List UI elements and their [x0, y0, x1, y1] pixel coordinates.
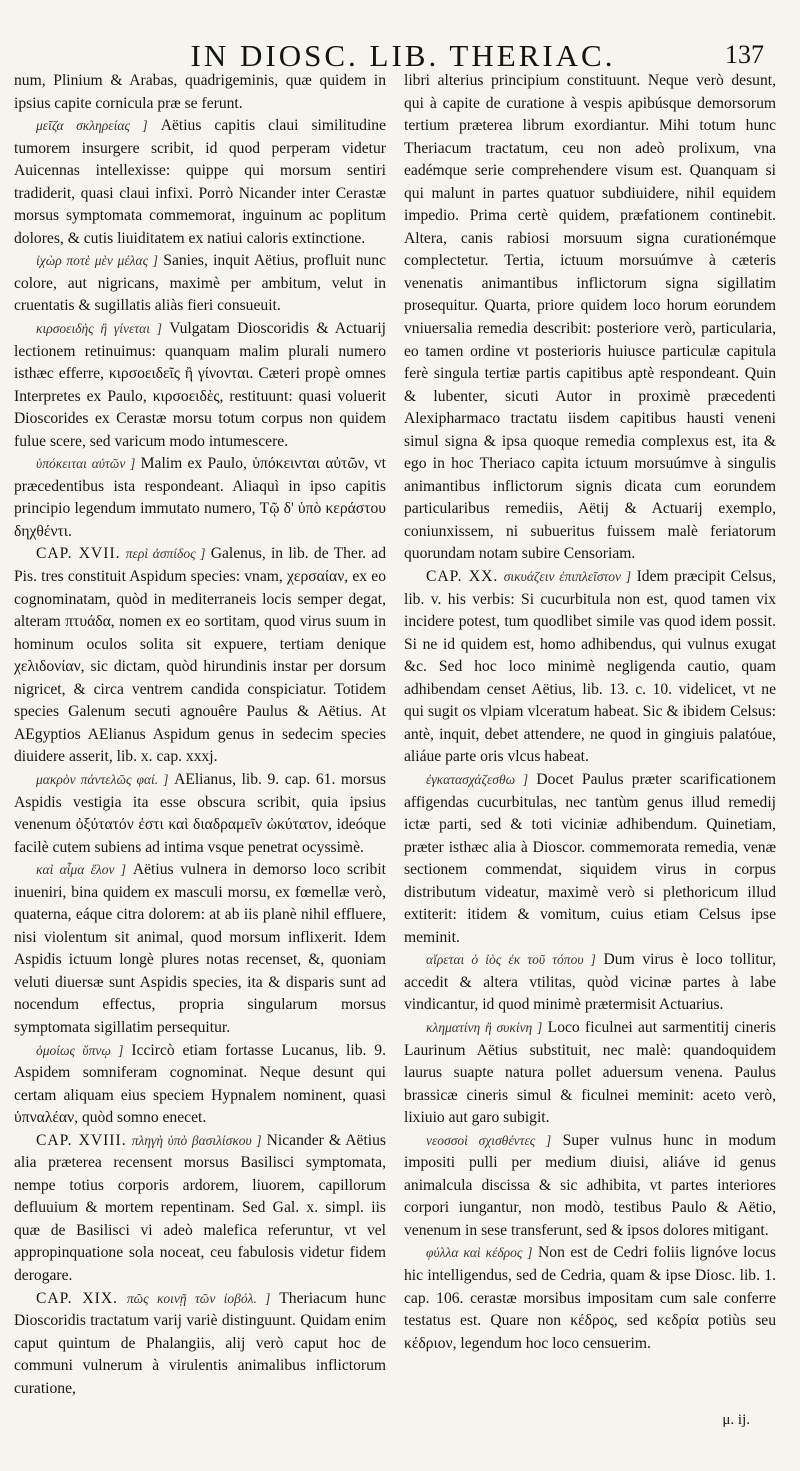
- paragraph-text: Vulgatam Dioscoridis & Actuarij lectionem retinuimus: quanquam malim plurali numero isthæc efferre, κιρσοειδεῖς ἢ γίνονται. Cæteri propè omnes Interpretes ex Paulo, κιρσοειδὲς, restituunt: quasi voluerit Dioscorides ex Cerastæ morsu totum corpus non quidem fulue scere, sed varicum modo intumescere.: [14, 320, 386, 450]
- paragraph: [14, 115, 386, 250]
- paragraph-text: Malim ex Paulo, ὑπόκεινται αὐτῶν, vt præcedentibus ista respondeant. Aliaquì in ipso capitis principio legendum immutato numero, Τῷ δ' ὑπὸ κεράστου δηχθέντι.: [14, 455, 386, 540]
- paragraph: [14, 250, 386, 318]
- paragraph-text: AElianus, lib. 9. cap. 61. morsus Aspidis vestigia ita esse obscura scribit, quia ipsius venenum ὀξύτατόν ἐστι καὶ διαδραμεῖν ὠκύτατον, ideóque facilè cutem subiens ad intima vsque penetrat ocyssimè.: [14, 770, 386, 856]
- greek-lemma: πῶς κοινῇ τῶν ἰοβόλ. ]: [126, 1290, 271, 1306]
- greek-lemma: σικυάζειν ἐπιπλεῖστον ]: [503, 569, 632, 585]
- paragraph-text: Nicander & Aëtius alia præterea recensent morsus Basilisci symptomata, nempe totius corporis ardorem, liuorem, capillorum defluuium & mortem repentinam. Sed Gal. x. simpl. iis quæ de Basilisci vi adeò malefica referuntur, vt vel appropinquatione sola noceat, ceu fabulosis videtur fidem derogare.: [14, 1131, 386, 1284]
- greek-lemma: ἰχὼρ ποτὲ μὲν μέλας ]: [36, 253, 159, 269]
- greek-lemma: νεοσσοὶ σχισθέντες ]: [426, 1132, 552, 1148]
- right-column: [404, 70, 776, 1400]
- paragraph: [404, 70, 776, 566]
- paragraph: [14, 859, 386, 1039]
- paragraph: [14, 453, 386, 543]
- greek-lemma: καὶ αἷμα ἔλον ]: [36, 862, 127, 878]
- running-head: IN DIOSC. LIB. THERIAC.: [190, 38, 616, 73]
- chapter-heading: CAP. XIX.: [36, 1289, 118, 1307]
- catchword: μ. ij.: [722, 1412, 750, 1428]
- paragraph: [404, 1017, 776, 1130]
- chapter-heading: CAP. XVII.: [36, 545, 121, 563]
- paragraph: [404, 949, 776, 1017]
- paragraph-text: Theriacum hunc Dioscoridis tractatum varij variè distinguunt. Quidam enim caput quintum de Phalangiis, alij verò caput hoc de communi vulnerum à virulentis animalibus inflictorum curatione,: [14, 1289, 386, 1397]
- chapter-heading: CAP. XX.: [426, 568, 499, 586]
- paragraph-text: Non est de Cedri foliis lignóve locus hic intelligendus, sed de Cedria, quam & ipse Diosc. lib. 1. cap. 106. cerastæ morsibus impositam cum sale conferre testatus est. Quare non κέδρος, sed κεδρία potiùs seu κέδριον, legendum hoc loco censuerim.: [404, 1244, 776, 1352]
- paragraph-text: Dum virus è loco tollitur, accedit & altera vtilitas, quòd vicinæ partes à labe vindicantur, id quod minimè prætermisit Actuarius.: [404, 951, 776, 1014]
- paragraph: [14, 1288, 386, 1401]
- paragraph-text: Idem præcipit Celsus, lib. v. his verbis: Si cucurbitula non est, quod tamen vix incidere potest, tum quodlibet simile vas quod idem possit. Si ne id quidem est, homo adhibendus, qui vulnus exugat &c. Sed hoc loco minimè negligenda cautio, quam adhibendam censet Aëtius, lib. 13. c. 10. videlicet, vt ne qui sugit os vlpiam vlceratum habeat. Sic & ibidem Celsus: antè, inquit, debet attendere, ne quod in gingiuis palatóue, aliáue parte oris vlcus habeat.: [404, 568, 776, 766]
- greek-lemma: κιρσοειδὴς ἢ γίνεται ]: [36, 321, 162, 337]
- greek-lemma: ὑπόκειται αὐτῶν ]: [36, 456, 136, 472]
- paragraph-text: Aëtius capitis claui similitudine tumorem insurgere scribit, id quod perperam videtur Auicennas intellexisse: quippe qui morsum sentiri tradiderit, quasi claui infixi. Porrò Nicander inter Cerastæ morsus symptomata commemorat, inguinum ac poplitum dolores, & cutis liuiditatem ex natiui caloris extinctione.: [14, 117, 386, 247]
- paragraph: [14, 1040, 386, 1130]
- paragraph: [14, 543, 386, 768]
- paragraph-text: Super vulnus hunc in modum impositi pulli per medium diuisi, aliáve id genus animalcula discissa & sic adhibita, vt partes interiores corpori iungantur, non modò, testibus Paulo & Aëtio, venenum in sese transferunt, sed & ipsos dolores mitigant.: [404, 1131, 776, 1239]
- paragraph-text: libri alterius principium constituunt. Neque verò desunt, qui à capite de curatione à vespis apibúsque demorsorum tertium præterea librum exordiantur. Mihi totum hunc Theriacum tractatum, ceu non adeò prolixum, vna eadémque serie comprehendere visum est. Quanquam si qui malunt in partes quatuor subdiuidere, nihil equidem impedio. Prima certè quidem, præfationem continebit. Altera, canis rabiosi morsuum signa curationémque complectetur. Tertia, ictuum morsuúmve à cæteris venenatis animantibus inflictorum signa sigillatim prosequitur. Quarta, priore quidem loco horum eorundem vniuersalia remedia describit: posteriore verò, particularia, eo tamen ordine vt posterioris huiusce particulæ capitula ferè singula tertiæ partis capitibus aptè respondeant. Quin & lubenter, sicuti Autor in proximè præcedenti Alexipharmaco tractatu iisdem capitibus hausti veneni simul signa & ipsa quoque remedia complexus est, ita & ego in hoc Theriaco capita ictuum morsuúmve à singulis animantibus inflictorum signis dicata cum eorundem particularibus remediis, Aëtij & Actuarij exemplo, coniunxissem, ni subueritus fuissem malè feriatorum quorundam notam subire Censoriam.: [404, 72, 776, 563]
- paragraph: [14, 769, 386, 859]
- paragraph-text: Galenus, in lib. de Ther. ad Pis. tres constituit Aspidum species: vnam, χερσαίαν, ex eo cognominatam, quòd in mediterraneis locis semper degat, alteram πτυάδα, nomen ex eo sortitam, quod virus suum in hominum oculos solita sit expuere, tertiam denique χελιδονίαν, sic dictam, quòd hirundinis instar per dorsum nigricet, & circa ventrem candida conspiciatur. Totidem species Galenum secuti agnouêre Paulus & Aëtius. At AEgyptios AElianus Aspidum genus in sedecim species diuidere asserit, lib. x. cap. xxxj.: [14, 545, 386, 766]
- left-column: [14, 70, 386, 1415]
- paragraph-text: Docet Paulus præter scarificationem affigendas cucurbitulas, nec tantùm genus illud remedij ictæ parti, sed & toti viciniæ adhibendum. Quinetiam, præter isthæc alia à Dioscor. commemorata remedia, venæ sectionem commendat, siquidem virus in corpus distributum videatur, maximè verò si plethoricum illud extiterit: itidem & vomitum, cuius etiam Celsus ipse meminit.: [404, 770, 776, 946]
- paragraph: [14, 318, 386, 453]
- paragraph: [404, 1242, 776, 1355]
- greek-lemma: πληγὴ ὑπὸ βασιλίσκου ]: [131, 1132, 262, 1148]
- paragraph: [14, 1130, 386, 1288]
- greek-lemma: αἴρεται ὁ ἰὸς ἐκ τοῦ τόπου ]: [426, 952, 596, 968]
- paragraph: [404, 566, 776, 769]
- paragraph-text: Iccircò etiam fortasse Lucanus, lib. 9. Aspidem somniferam cognominat. Neque desunt qui certam aliquam eius speciem Hypnalem nominent, quasi ὑπναλέαν, quòd somno enecet.: [14, 1041, 386, 1127]
- greek-lemma: περὶ ἀσπίδος ]: [125, 546, 206, 562]
- chapter-heading: CAP. XVIII.: [36, 1131, 127, 1149]
- paragraph-text: Aëtius vulnera in demorso loco scribit inueniri, bina quidem ex masculi morsu, ex fœmellæ verò, quaterna, eáque citra dolorem: at ab iis planè nihil effluere, nisi violentum sit animal, quod morsum inflixerit. Idem Aspidis ictuum longè plures notas recenset, &, quoniam veluti diuersæ sunt Aspidis species, ita & disparis sunt ad nocendum effectus, propria singularum morsus symptomata sigillatim persequitur.: [14, 861, 386, 1036]
- paragraph: [404, 1130, 776, 1243]
- greek-lemma: μεῖζα σκληρείας ]: [36, 118, 148, 134]
- paragraph: [404, 769, 776, 949]
- greek-lemma: κληματίνη ἢ συκίνη ]: [426, 1019, 543, 1035]
- paragraph: [14, 70, 386, 115]
- greek-lemma: ἐγκατασχάζεσθω ]: [426, 771, 529, 787]
- greek-lemma: φύλλα καὶ κέδρος ]: [426, 1245, 533, 1261]
- paragraph-text: Sanies, inquit Aëtius, profluit nunc colore, aut nigricans, maximè per ambitum, velut in cruentatis & sugillatis aliàs fieri consueuit.: [14, 252, 386, 315]
- paragraph-text: num, Plinium & Arabas, quadrigeminis, quæ quidem in ipsius capite cornicula præ se ferunt.: [14, 72, 386, 112]
- greek-lemma: μακρὸν πάντελῶς φαί. ]: [36, 771, 169, 787]
- page-number: 137: [725, 40, 764, 69]
- paragraph-text: Loco ficulnei aut sarmentitij cineris Laurinum Aëtius substituit, nec malè: quandoquidem laurus suapte natura pollet aduersum venena. Paulus brassicæ cineris simul & ficulnei meminit: aceto verò, lixiuio aut garo subigit.: [404, 1018, 776, 1127]
- greek-lemma: ὁμοίως ὕπνῳ ]: [36, 1042, 124, 1058]
